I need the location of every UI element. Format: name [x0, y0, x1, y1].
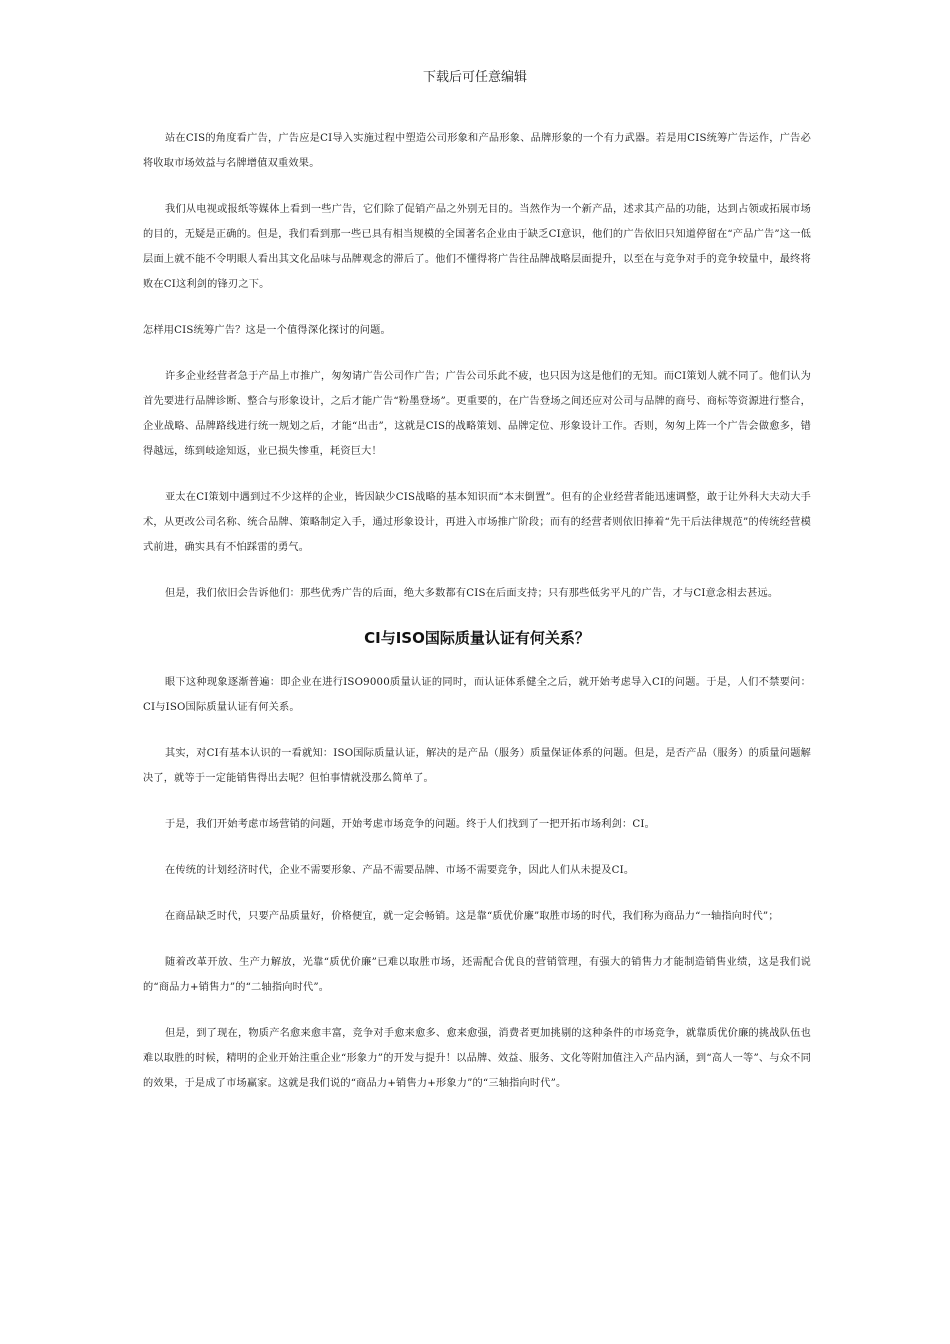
paragraph: 亚太在CI策划中遇到过不少这样的企业，皆因缺少CIS战略的基本知识而“本末倒置”。但有的企业经营者能迅速调整，敢于让外科大夫动大手术，从更改公司名称、统合品牌、策略制定入手，通过形象设计，再进入市场推广阶段；而有的经营者则依旧捧着“先干后法律规范”的传统经营模式前进，确实具有不怕踩雷的勇气。 [143, 492, 811, 553]
section-heading: CI与ISO国际质量认证有何关系？ [364, 629, 590, 647]
paragraph: 站在CIS的角度看广告，广告应是CI导入实施过程中塑造公司形象和产品形象、品牌形象的一个有力武器。若是用CIS统筹广告运作，广告必将收取市场效益与名牌增值双重效果。 [143, 133, 811, 169]
paragraph: 在传统的计划经济时代，企业不需要形象、产品不需要品牌、市场不需要竞争，因此人们从未提及CI。 [165, 865, 635, 876]
paragraph: 于是，我们开始考虑市场营销的问题，开始考虑市场竞争的问题。终于人们找到了一把开拓市场利剑：CI。 [165, 819, 656, 830]
paragraph: 在商品缺乏时代，只要产品质量好，价格便宜，就一定会畅销。这是靠“质优价廉”取胜市场的时代，我们称为商品力“一轴指向时代”； [165, 911, 779, 922]
document-body [143, 126, 811, 1117]
paragraph: 我们从电视或报纸等媒体上看到一些广告，它们除了促销产品之外别无目的。当然作为一个新产品，述求其产品的功能，达到占领或拓展市场的目的，无疑是正确的。但是，我们看到那一些已具有相当规模的全国著名企业由于缺乏CI意识，他们的广告依旧只知道停留在“产品广告”这一低层面上就不能不令明眼人看出其文化品味与品牌观念的滞后了。他们不懂得将广告往品牌战略层面提升，以至在与竞争对手的竞争较量中，最终将败在CI这利剑的锋刃之下。 [143, 204, 811, 290]
paragraph: 但是，到了现在，物质产名愈来愈丰富，竞争对手愈来愈多、愈来愈强，消费者更加挑剔的这种条件的市场竞争，就靠质优价廉的挑战队伍也难以取胜的时候，精明的企业开始注重企业“形象力”的开发与提升！以品牌、效益、服务、文化等附加值注入产品内涵，到“高人一等”、与众不同的效果，于是成了市场赢家。这就是我们说的“商品力+销售力+形象力”的“三轴指向时代”。 [143, 1028, 811, 1089]
page-header: 下载后可任意编辑 [422, 70, 527, 85]
paragraph: 但是，我们依旧会告诉他们：那些优秀广告的后面，绝大多数都有CIS在后面支持；只有那些低劣平凡的广告，才与CI意念相去甚远。 [165, 588, 779, 599]
paragraph: 随着改革开放、生产力解放，光靠“质优价廉”已难以取胜市场，还需配合优良的营销管理，有强大的销售力才能制造销售业绩，这是我们说的“商品力+销售力”的“二轴指向时代”。 [143, 957, 811, 993]
paragraph: 眼下这种现象逐渐普遍：即企业在进行ISO9000质量认证的同时，而认证体系健全之后，就开始考虑导入CI的问题。于是，人们不禁要问：CI与ISO国际质量认证有何关系。 [143, 677, 811, 713]
paragraph: 怎样用CIS统筹广告？这是一个值得深化探讨的问题。 [143, 325, 391, 336]
paragraph: 许多企业经营者急于产品上市推广，匆匆请广告公司作广告；广告公司乐此不疲，也只因为这是他们的无知。而CI策划人就不同了。他们认为首先要进行品牌诊断、整合与形象设计，之后才能广告“粉墨登场”。更重要的，在广告登场之间还应对公司与品牌的商号、商标等资源进行整合，企业战略、品牌路线进行统一规划之后，才能“出击”，这就是CIS的战略策划、品牌定位、形象设计工作。否则，匆匆上阵一个广告会做愈多，错得越远，练到岐途知返，业已损失惨重，耗资巨大！ [143, 371, 811, 457]
paragraph: 其实，对CI有基本认识的一看就知：ISO国际质量认证，解决的是产品（服务）质量保证体系的问题。但是，是否产品（服务）的质量问题解决了，就等于一定能销售得出去呢？但怕事情就没那么简单了。 [143, 748, 811, 784]
